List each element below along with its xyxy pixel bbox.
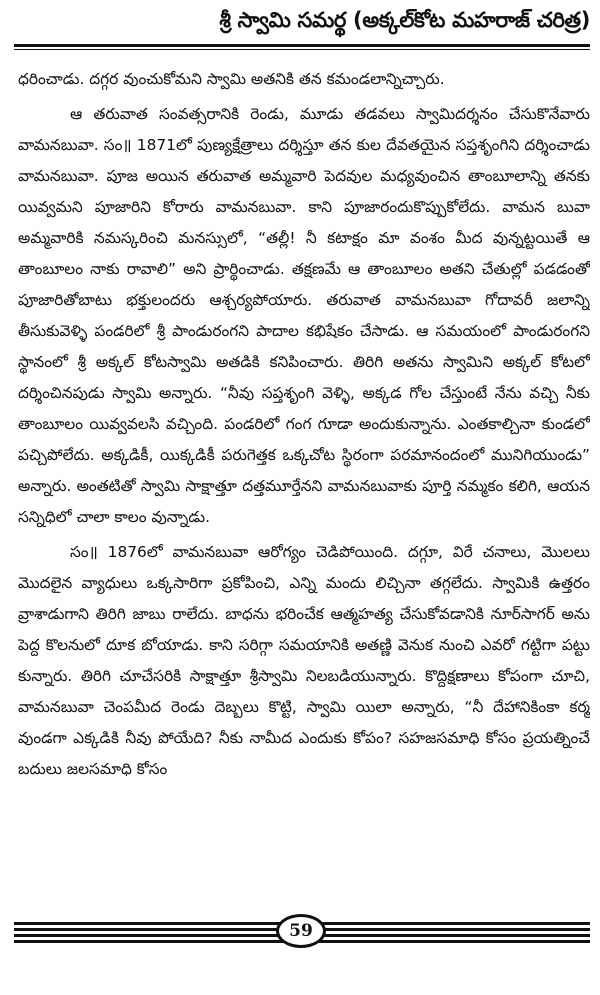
paragraph-1: ధరించాడు. దగ్గర వుంచుకోమని స్వామి అతనికి తన కమండలాన్నిచ్చారు.: [18, 70, 445, 88]
header-rule-thin: [14, 49, 590, 50]
paragraph-3: సం॥ 1876లో వామనబువా ఆరోగ్యం చెడిపోయింది. దగ్గూ, విరే చనాలు, మొలలు మొదలైన వ్యాధులు ఒక్కసారిగా ప్రకోపించి, ఎన్ని మందు లిచ్చినా తగ్గలేదు. స్వామికి ఉత్తరం వ్రాశాడుగాని తిరిగి జాబు రాలేదు. బాధను భరించేక ఆత్మహత్య చేసుకోవడానికి నూర్‌సాగర్ అను పెద్ద కొలనులో దూక బోయాడు. కాని సరిగ్గా సమయానికి అతణ్ణి వెనుక నుంచి ఎవరో గట్టిగా పట్టు కున్నారు. తిరిగి చూచేసరికి సాక్షాత్తూ శ్రీస్వామి నిలబడియున్నారు. కొద్దిక్షణాలు కోపంగా చూచి, వామనబువా చెంపమీద రెండు దెబ్బలు కొట్టి, స్వామి యిలా అన్నారు, “నీ దేహానికింకా కర్మ వుండగా ఎక్కడికి నీవు పోయేది? నీకు నామీద ఎందుకు కోపం? సహజసమాధి కోసం ప్రయత్నించే బదులు జలసమాధి కోసం: [18, 543, 590, 778]
book-title: శ్రీ స్వామి సమర్థ (అక్కల్‌కోట మహరాజ్ చరిత్ర): [219, 8, 590, 32]
page-number-badge: [276, 914, 326, 948]
paragraph-2: ఆ తరువాత సంవత్సరానికి రెండు, మూడు తడవలు స్వామిదర్శనం చేసుకొనేవారు వామనబువా. సం॥ 1871లో పుణ్యక్షేత్రాలు దర్శిస్తూ తన కుల దేవతయైన సప్తశృంగిని దర్శించాడు వామనబువా. పూజ అయిన తరువాత అమ్మవారి పెదవుల మధ్యవుంచిన తాంబూలాన్ని తనకు యివ్వమని పూజారిని కోరారు వామనబువా. కాని పూజారందుకొప్పుకోలేదు. వామన బువా అమ్మవారికి నమస్కరించి మనస్సులో, “తల్లీ! నీ కటాక్షం మా వంశం మీద వున్నట్టయితే ఆ తాంబూలం నాకు రావాలి” అని ప్రార్థించాడు. తక్షణమే ఆ తాంబూలం అతని చేతుల్లో పడడంతో పూజారితోబాటు భక్తులందరు ఆశ్చర్యపోయారు. తరువాత వామనబువా గోదావరీ జలాన్ని తీసుకువెళ్ళి పండరిలో శ్రీ పాండురంగని పాదాల కభిషేకం చేసాడు. ఆ సమయంలో పాండురంగని స్థానంలో శ్రీ అక్కల్ కోటస్వామి అతడికి కనిపించారు. తిరిగి అతను స్వామిని అక్కల్ కోటలో దర్శించినపుడు స్వామి అన్నారు. “నీవు సప్తశృంగి వెళ్ళి, అక్కడ గోల చేస్తుంటే నేను వచ్చి నీకు తాంబూలం యివ్వవలసి వచ్చింది. పండరిలో గంగ గూడా అందుకున్నాను. ఎంతకాల్చినా కుండలో పచ్చిపోలేదు. అక్కడికీ, యిక్కడికీ పరుగెత్తక ఒక్కచోట స్థిరంగా పరమానందంలో మునిగియుండు” అన్నారు. అంతటితో స్వామి సాక్షాత్తూ దత్తమూర్తేనని వామనబువాకు పూర్తి నమ్మకం కలిగి, ఆయన సన్నిధిలో చాలా కాలం వున్నాడు.: [18, 105, 590, 526]
running-header: [0, 0, 600, 60]
page-body: [18, 64, 590, 904]
page-number: 59: [289, 921, 313, 941]
page-footer: [0, 908, 600, 995]
header-rule: [14, 44, 590, 47]
